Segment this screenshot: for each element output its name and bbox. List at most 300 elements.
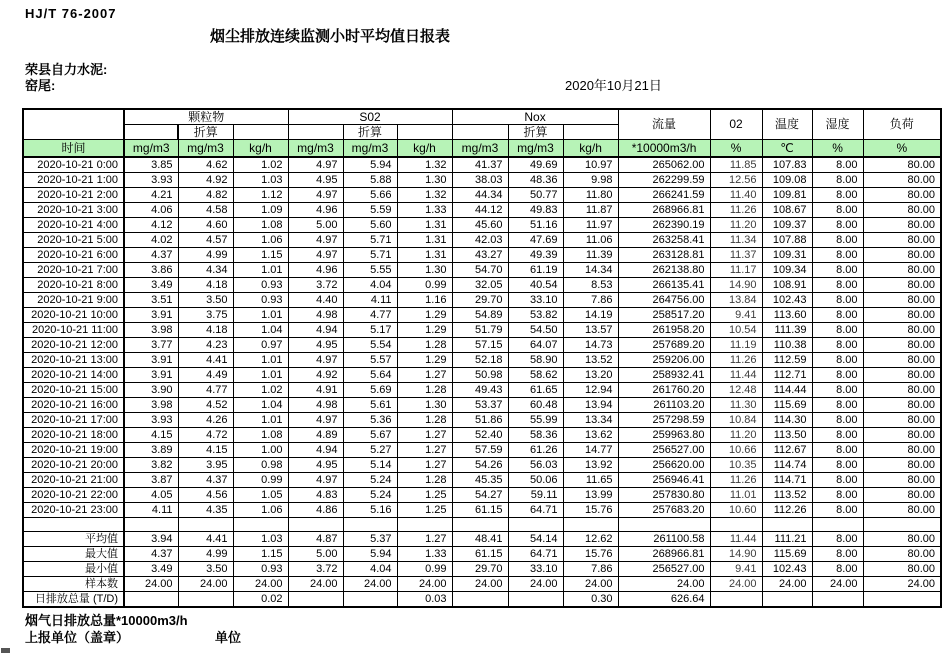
value-cell: 256527.00 xyxy=(618,443,710,458)
value-cell: 8.00 xyxy=(812,413,863,428)
value-cell: 258932.41 xyxy=(618,368,710,383)
subheader-spacer xyxy=(397,125,452,140)
subheader-spacer xyxy=(288,125,343,140)
summary-value-cell: 8.00 xyxy=(812,547,863,562)
value-cell: 4.92 xyxy=(178,173,233,188)
value-cell: 1.12 xyxy=(233,188,288,203)
value-cell: 4.94 xyxy=(288,443,343,458)
value-cell: 107.83 xyxy=(762,157,812,173)
reporting-unit-label: 上报单位（盖章） xyxy=(25,630,130,645)
value-cell: 14.77 xyxy=(563,443,618,458)
summary-label: 样本数 xyxy=(23,577,124,592)
summary-value-cell: 4.04 xyxy=(343,562,397,577)
value-cell: 11.26 xyxy=(710,203,762,218)
value-cell: 8.00 xyxy=(812,383,863,398)
summary-value-cell: 1.33 xyxy=(397,547,452,562)
value-cell: 1.05 xyxy=(233,488,288,503)
value-cell: 80.00 xyxy=(863,443,941,458)
summary-value-cell: 0.02 xyxy=(233,592,288,608)
value-cell: 1.06 xyxy=(233,233,288,248)
summary-value-cell: 111.21 xyxy=(762,532,812,547)
value-cell: 113.52 xyxy=(762,488,812,503)
value-cell: 1.15 xyxy=(233,248,288,263)
value-cell: 4.05 xyxy=(124,488,178,503)
value-cell: 11.30 xyxy=(710,398,762,413)
value-cell: 1.01 xyxy=(233,413,288,428)
value-cell: 56.03 xyxy=(508,458,563,473)
value-cell: 1.31 xyxy=(397,233,452,248)
value-cell: 4.58 xyxy=(178,203,233,218)
value-cell: 4.15 xyxy=(124,428,178,443)
value-cell: 45.35 xyxy=(452,473,508,488)
value-cell: 8.00 xyxy=(812,278,863,293)
table-row xyxy=(23,443,941,458)
summary-value-cell: 48.41 xyxy=(452,532,508,547)
group-header-particulate: 颗粒物 xyxy=(124,109,288,125)
time-header-spacer xyxy=(23,109,124,140)
value-cell: 268966.81 xyxy=(618,203,710,218)
value-cell: 50.98 xyxy=(452,368,508,383)
summary-value-cell: 0.93 xyxy=(233,562,288,577)
value-cell: 0.93 xyxy=(233,278,288,293)
value-cell: 1.28 xyxy=(397,473,452,488)
value-cell: 115.69 xyxy=(762,398,812,413)
value-cell: 8.00 xyxy=(812,398,863,413)
value-cell: 8.00 xyxy=(812,248,863,263)
value-cell: 41.37 xyxy=(452,157,508,173)
value-cell: 13.34 xyxy=(563,413,618,428)
value-cell: 1.28 xyxy=(397,338,452,353)
time-cell: 2020-10-21 16:00 xyxy=(23,398,124,413)
blank-cell xyxy=(124,518,178,532)
summary-value-cell: 64.71 xyxy=(508,547,563,562)
value-cell: 108.67 xyxy=(762,203,812,218)
value-cell: 4.95 xyxy=(288,338,343,353)
value-cell: 8.00 xyxy=(812,233,863,248)
value-cell: 109.08 xyxy=(762,173,812,188)
value-cell: 1.29 xyxy=(397,353,452,368)
time-cell: 2020-10-21 3:00 xyxy=(23,203,124,218)
summary-value-cell: 11.44 xyxy=(710,532,762,547)
value-cell: 15.76 xyxy=(563,503,618,518)
value-cell: 11.17 xyxy=(710,263,762,278)
value-cell: 1.01 xyxy=(233,353,288,368)
value-cell: 53.82 xyxy=(508,308,563,323)
value-cell: 13.99 xyxy=(563,488,618,503)
value-cell: 11.26 xyxy=(710,353,762,368)
value-cell: 3.49 xyxy=(124,278,178,293)
time-cell: 2020-10-21 13:00 xyxy=(23,353,124,368)
time-cell: 2020-10-21 9:00 xyxy=(23,293,124,308)
value-cell: 4.95 xyxy=(288,173,343,188)
summary-value-cell: 61.15 xyxy=(452,547,508,562)
summary-value-cell: 115.69 xyxy=(762,547,812,562)
value-cell: 1.28 xyxy=(397,383,452,398)
summary-value-cell xyxy=(343,592,397,608)
value-cell: 5.88 xyxy=(343,173,397,188)
value-cell: 5.36 xyxy=(343,413,397,428)
summary-value-cell xyxy=(863,592,941,608)
summary-value-cell xyxy=(812,592,863,608)
value-cell: 1.04 xyxy=(233,398,288,413)
summary-value-cell: 3.72 xyxy=(288,562,343,577)
summary-value-cell: 3.94 xyxy=(124,532,178,547)
value-cell: 32.05 xyxy=(452,278,508,293)
summary-value-cell xyxy=(288,592,343,608)
summary-value-cell: 80.00 xyxy=(863,562,941,577)
unit-cell-humidity: % xyxy=(812,140,863,158)
time-cell: 2020-10-21 1:00 xyxy=(23,173,124,188)
summary-value-cell: 626.64 xyxy=(618,592,710,608)
value-cell: 0.93 xyxy=(233,293,288,308)
value-cell: 49.39 xyxy=(508,248,563,263)
table-header xyxy=(23,109,941,157)
value-cell: 110.38 xyxy=(762,338,812,353)
value-cell: 4.37 xyxy=(124,248,178,263)
value-cell: 1.27 xyxy=(397,368,452,383)
value-cell: 112.59 xyxy=(762,353,812,368)
value-cell: 10.84 xyxy=(710,413,762,428)
table-row xyxy=(23,308,941,323)
cutoff-text-mark xyxy=(1,648,10,653)
summary-value-cell: 24.00 xyxy=(452,577,508,592)
value-cell: 4.82 xyxy=(178,188,233,203)
value-cell: 45.60 xyxy=(452,218,508,233)
value-cell: 14.19 xyxy=(563,308,618,323)
unit-cell: mg/m3 xyxy=(508,140,563,158)
table-row xyxy=(23,248,941,263)
value-cell: 1.16 xyxy=(397,293,452,308)
value-cell: 8.00 xyxy=(812,488,863,503)
flue-gas-total-note: 烟气日排放总量*10000m3/h xyxy=(25,613,188,628)
value-cell: 4.91 xyxy=(288,383,343,398)
value-cell: 109.37 xyxy=(762,218,812,233)
value-cell: 4.52 xyxy=(178,398,233,413)
value-cell: 4.60 xyxy=(178,218,233,233)
value-cell: 102.43 xyxy=(762,293,812,308)
value-cell: 112.26 xyxy=(762,503,812,518)
summary-value-cell: 5.94 xyxy=(343,547,397,562)
summary-value-cell: 15.76 xyxy=(563,547,618,562)
value-cell: 47.69 xyxy=(508,233,563,248)
value-cell: 114.44 xyxy=(762,383,812,398)
summary-value-cell xyxy=(124,592,178,608)
summary-value-cell: 24.00 xyxy=(710,577,762,592)
monitoring-table xyxy=(22,108,942,608)
value-cell: 44.34 xyxy=(452,188,508,203)
value-cell: 257683.20 xyxy=(618,503,710,518)
group-header-nox: Nox xyxy=(452,109,618,125)
time-cell: 2020-10-21 12:00 xyxy=(23,338,124,353)
unit-cell: kg/h xyxy=(563,140,618,158)
value-cell: 80.00 xyxy=(863,157,941,173)
value-cell: 4.49 xyxy=(178,368,233,383)
unit-row xyxy=(23,140,941,158)
summary-value-cell: 268966.81 xyxy=(618,547,710,562)
value-cell: 0.99 xyxy=(233,473,288,488)
unit-label: 单位 xyxy=(215,630,242,645)
value-cell: 1.32 xyxy=(397,157,452,173)
value-cell: 4.89 xyxy=(288,428,343,443)
value-cell: 4.92 xyxy=(288,368,343,383)
summary-value-cell: 4.99 xyxy=(178,547,233,562)
value-cell: 10.97 xyxy=(563,157,618,173)
value-cell: 257298.59 xyxy=(618,413,710,428)
value-cell: 258517.20 xyxy=(618,308,710,323)
value-cell: 43.27 xyxy=(452,248,508,263)
time-cell: 2020-10-21 23:00 xyxy=(23,503,124,518)
value-cell: 4.34 xyxy=(178,263,233,278)
summary-value-cell xyxy=(710,592,762,608)
value-cell: 3.89 xyxy=(124,443,178,458)
subheader-spacer xyxy=(563,125,618,140)
value-cell: 10.35 xyxy=(710,458,762,473)
station-name: 窑尾: xyxy=(25,78,56,93)
summary-value-cell: 24.00 xyxy=(618,577,710,592)
value-cell: 109.31 xyxy=(762,248,812,263)
time-cell: 2020-10-21 21:00 xyxy=(23,473,124,488)
summary-value-cell: 1.15 xyxy=(233,547,288,562)
value-cell: 5.16 xyxy=(343,503,397,518)
table-row xyxy=(23,413,941,428)
value-cell: 5.94 xyxy=(343,157,397,173)
summary-value-cell xyxy=(762,592,812,608)
value-cell: 4.23 xyxy=(178,338,233,353)
value-cell: 54.89 xyxy=(452,308,508,323)
time-cell: 2020-10-21 19:00 xyxy=(23,443,124,458)
value-cell: 5.57 xyxy=(343,353,397,368)
group-header-so2: S02 xyxy=(288,109,452,125)
summary-row xyxy=(23,592,941,608)
summary-value-cell: 24.00 xyxy=(812,577,863,592)
value-cell: 33.10 xyxy=(508,293,563,308)
value-cell: 57.59 xyxy=(452,443,508,458)
table-row xyxy=(23,428,941,443)
value-cell: 257830.80 xyxy=(618,488,710,503)
summary-value-cell: 24.00 xyxy=(343,577,397,592)
value-cell: 109.34 xyxy=(762,263,812,278)
summary-value-cell: 8.00 xyxy=(812,562,863,577)
value-cell: 3.93 xyxy=(124,413,178,428)
value-cell: 80.00 xyxy=(863,323,941,338)
value-cell: 262299.59 xyxy=(618,173,710,188)
humidity-header: 湿度 xyxy=(812,109,863,140)
summary-row xyxy=(23,547,941,562)
value-cell: 80.00 xyxy=(863,413,941,428)
value-cell: 8.00 xyxy=(812,503,863,518)
value-cell: 8.00 xyxy=(812,323,863,338)
value-cell: 1.30 xyxy=(397,173,452,188)
o2-header: 02 xyxy=(710,109,762,140)
summary-value-cell: 3.50 xyxy=(178,562,233,577)
value-cell: 58.36 xyxy=(508,428,563,443)
value-cell: 80.00 xyxy=(863,218,941,233)
value-cell: 5.27 xyxy=(343,443,397,458)
value-cell: 3.91 xyxy=(124,353,178,368)
converted-subheader: 折算 xyxy=(343,125,397,140)
time-cell: 2020-10-21 11:00 xyxy=(23,323,124,338)
value-cell: 60.48 xyxy=(508,398,563,413)
value-cell: 4.96 xyxy=(288,203,343,218)
table-row xyxy=(23,368,941,383)
value-cell: 108.91 xyxy=(762,278,812,293)
value-cell: 8.00 xyxy=(812,173,863,188)
flow-header: 流量 xyxy=(618,109,710,140)
summary-label: 最小值 xyxy=(23,562,124,577)
value-cell: 80.00 xyxy=(863,278,941,293)
value-cell: 261958.20 xyxy=(618,323,710,338)
time-cell: 2020-10-21 14:00 xyxy=(23,368,124,383)
value-cell: 14.34 xyxy=(563,263,618,278)
value-cell: 5.69 xyxy=(343,383,397,398)
value-cell: 9.41 xyxy=(710,308,762,323)
value-cell: 261103.20 xyxy=(618,398,710,413)
value-cell: 0.98 xyxy=(233,458,288,473)
value-cell: 1.33 xyxy=(397,203,452,218)
value-cell: 80.00 xyxy=(863,383,941,398)
value-cell: 1.27 xyxy=(397,428,452,443)
table-row xyxy=(23,323,941,338)
time-cell: 2020-10-21 5:00 xyxy=(23,233,124,248)
value-cell: 8.00 xyxy=(812,203,863,218)
value-cell: 4.97 xyxy=(288,157,343,173)
value-cell: 10.66 xyxy=(710,443,762,458)
value-cell: 11.20 xyxy=(710,218,762,233)
value-cell: 1.01 xyxy=(233,308,288,323)
value-cell: 114.71 xyxy=(762,473,812,488)
value-cell: 52.40 xyxy=(452,428,508,443)
value-cell: 1.27 xyxy=(397,458,452,473)
summary-value-cell: 14.90 xyxy=(710,547,762,562)
standard-label: HJ/T 76-2007 xyxy=(25,6,117,21)
time-cell: 2020-10-21 17:00 xyxy=(23,413,124,428)
value-cell: 53.37 xyxy=(452,398,508,413)
value-cell: 57.15 xyxy=(452,338,508,353)
page-title: 烟尘排放连续监测小时平均值日报表 xyxy=(209,28,450,45)
value-cell: 80.00 xyxy=(863,188,941,203)
table-row xyxy=(23,233,941,248)
summary-value-cell: 24.00 xyxy=(563,577,618,592)
subheader-spacer xyxy=(233,125,288,140)
value-cell: 257689.20 xyxy=(618,338,710,353)
value-cell: 51.79 xyxy=(452,323,508,338)
value-cell: 8.00 xyxy=(812,428,863,443)
value-cell: 13.84 xyxy=(710,293,762,308)
summary-value-cell: 33.10 xyxy=(508,562,563,577)
value-cell: 11.39 xyxy=(563,248,618,263)
value-cell: 14.90 xyxy=(710,278,762,293)
value-cell: 50.06 xyxy=(508,473,563,488)
value-cell: 4.57 xyxy=(178,233,233,248)
blank-cell xyxy=(563,518,618,532)
summary-value-cell: 24.00 xyxy=(508,577,563,592)
summary-value-cell: 8.00 xyxy=(812,532,863,547)
table-row xyxy=(23,488,941,503)
value-cell: 1.09 xyxy=(233,203,288,218)
summary-row xyxy=(23,577,941,592)
value-cell: 8.00 xyxy=(812,188,863,203)
unit-cell-load: % xyxy=(863,140,941,158)
value-cell: 8.00 xyxy=(812,368,863,383)
blank-cell xyxy=(178,518,233,532)
value-cell: 80.00 xyxy=(863,308,941,323)
unit-cell-temperature: ℃ xyxy=(762,140,812,158)
summary-value-cell: 5.37 xyxy=(343,532,397,547)
value-cell: 266241.59 xyxy=(618,188,710,203)
value-cell: 256946.41 xyxy=(618,473,710,488)
value-cell: 4.18 xyxy=(178,323,233,338)
value-cell: 49.43 xyxy=(452,383,508,398)
value-cell: 80.00 xyxy=(863,368,941,383)
value-cell: 9.98 xyxy=(563,173,618,188)
summary-value-cell: 54.14 xyxy=(508,532,563,547)
table-row xyxy=(23,278,941,293)
value-cell: 4.77 xyxy=(178,383,233,398)
unit-cell: kg/h xyxy=(397,140,452,158)
value-cell: 12.48 xyxy=(710,383,762,398)
value-cell: 4.98 xyxy=(288,398,343,413)
time-cell: 2020-10-21 18:00 xyxy=(23,428,124,443)
value-cell: 3.95 xyxy=(178,458,233,473)
subheader-spacer xyxy=(124,125,178,140)
value-cell: 49.83 xyxy=(508,203,563,218)
load-header: 负荷 xyxy=(863,109,941,140)
value-cell: 80.00 xyxy=(863,398,941,413)
value-cell: 80.00 xyxy=(863,488,941,503)
value-cell: 4.04 xyxy=(343,278,397,293)
value-cell: 5.67 xyxy=(343,428,397,443)
value-cell: 1.27 xyxy=(397,443,452,458)
value-cell: 54.27 xyxy=(452,488,508,503)
table-row xyxy=(23,157,941,173)
value-cell: 3.98 xyxy=(124,323,178,338)
unit-cell: mg/m3 xyxy=(178,140,233,158)
table-row xyxy=(23,263,941,278)
value-cell: 0.99 xyxy=(397,278,452,293)
value-cell: 107.88 xyxy=(762,233,812,248)
value-cell: 51.86 xyxy=(452,413,508,428)
value-cell: 262390.19 xyxy=(618,218,710,233)
value-cell: 4.83 xyxy=(288,488,343,503)
value-cell: 7.86 xyxy=(563,293,618,308)
value-cell: 61.15 xyxy=(452,503,508,518)
value-cell: 1.31 xyxy=(397,218,452,233)
value-cell: 40.54 xyxy=(508,278,563,293)
value-cell: 80.00 xyxy=(863,338,941,353)
value-cell: 8.00 xyxy=(812,157,863,173)
value-cell: 264756.00 xyxy=(618,293,710,308)
blank-cell xyxy=(452,518,508,532)
converted-subheader: 折算 xyxy=(178,125,233,140)
value-cell: 59.11 xyxy=(508,488,563,503)
value-cell: 4.97 xyxy=(288,188,343,203)
table-row xyxy=(23,398,941,413)
value-cell: 13.94 xyxy=(563,398,618,413)
company-name: 荣县自力水泥: xyxy=(25,62,108,77)
value-cell: 11.37 xyxy=(710,248,762,263)
summary-value-cell: 24.00 xyxy=(233,577,288,592)
table-row xyxy=(23,338,941,353)
value-cell: 1.29 xyxy=(397,308,452,323)
summary-value-cell: 24.00 xyxy=(397,577,452,592)
value-cell: 80.00 xyxy=(863,428,941,443)
value-cell: 4.97 xyxy=(288,473,343,488)
value-cell: 12.94 xyxy=(563,383,618,398)
table-row xyxy=(23,503,941,518)
value-cell: 1.30 xyxy=(397,398,452,413)
data-rows xyxy=(23,157,941,607)
value-cell: 1.06 xyxy=(233,503,288,518)
